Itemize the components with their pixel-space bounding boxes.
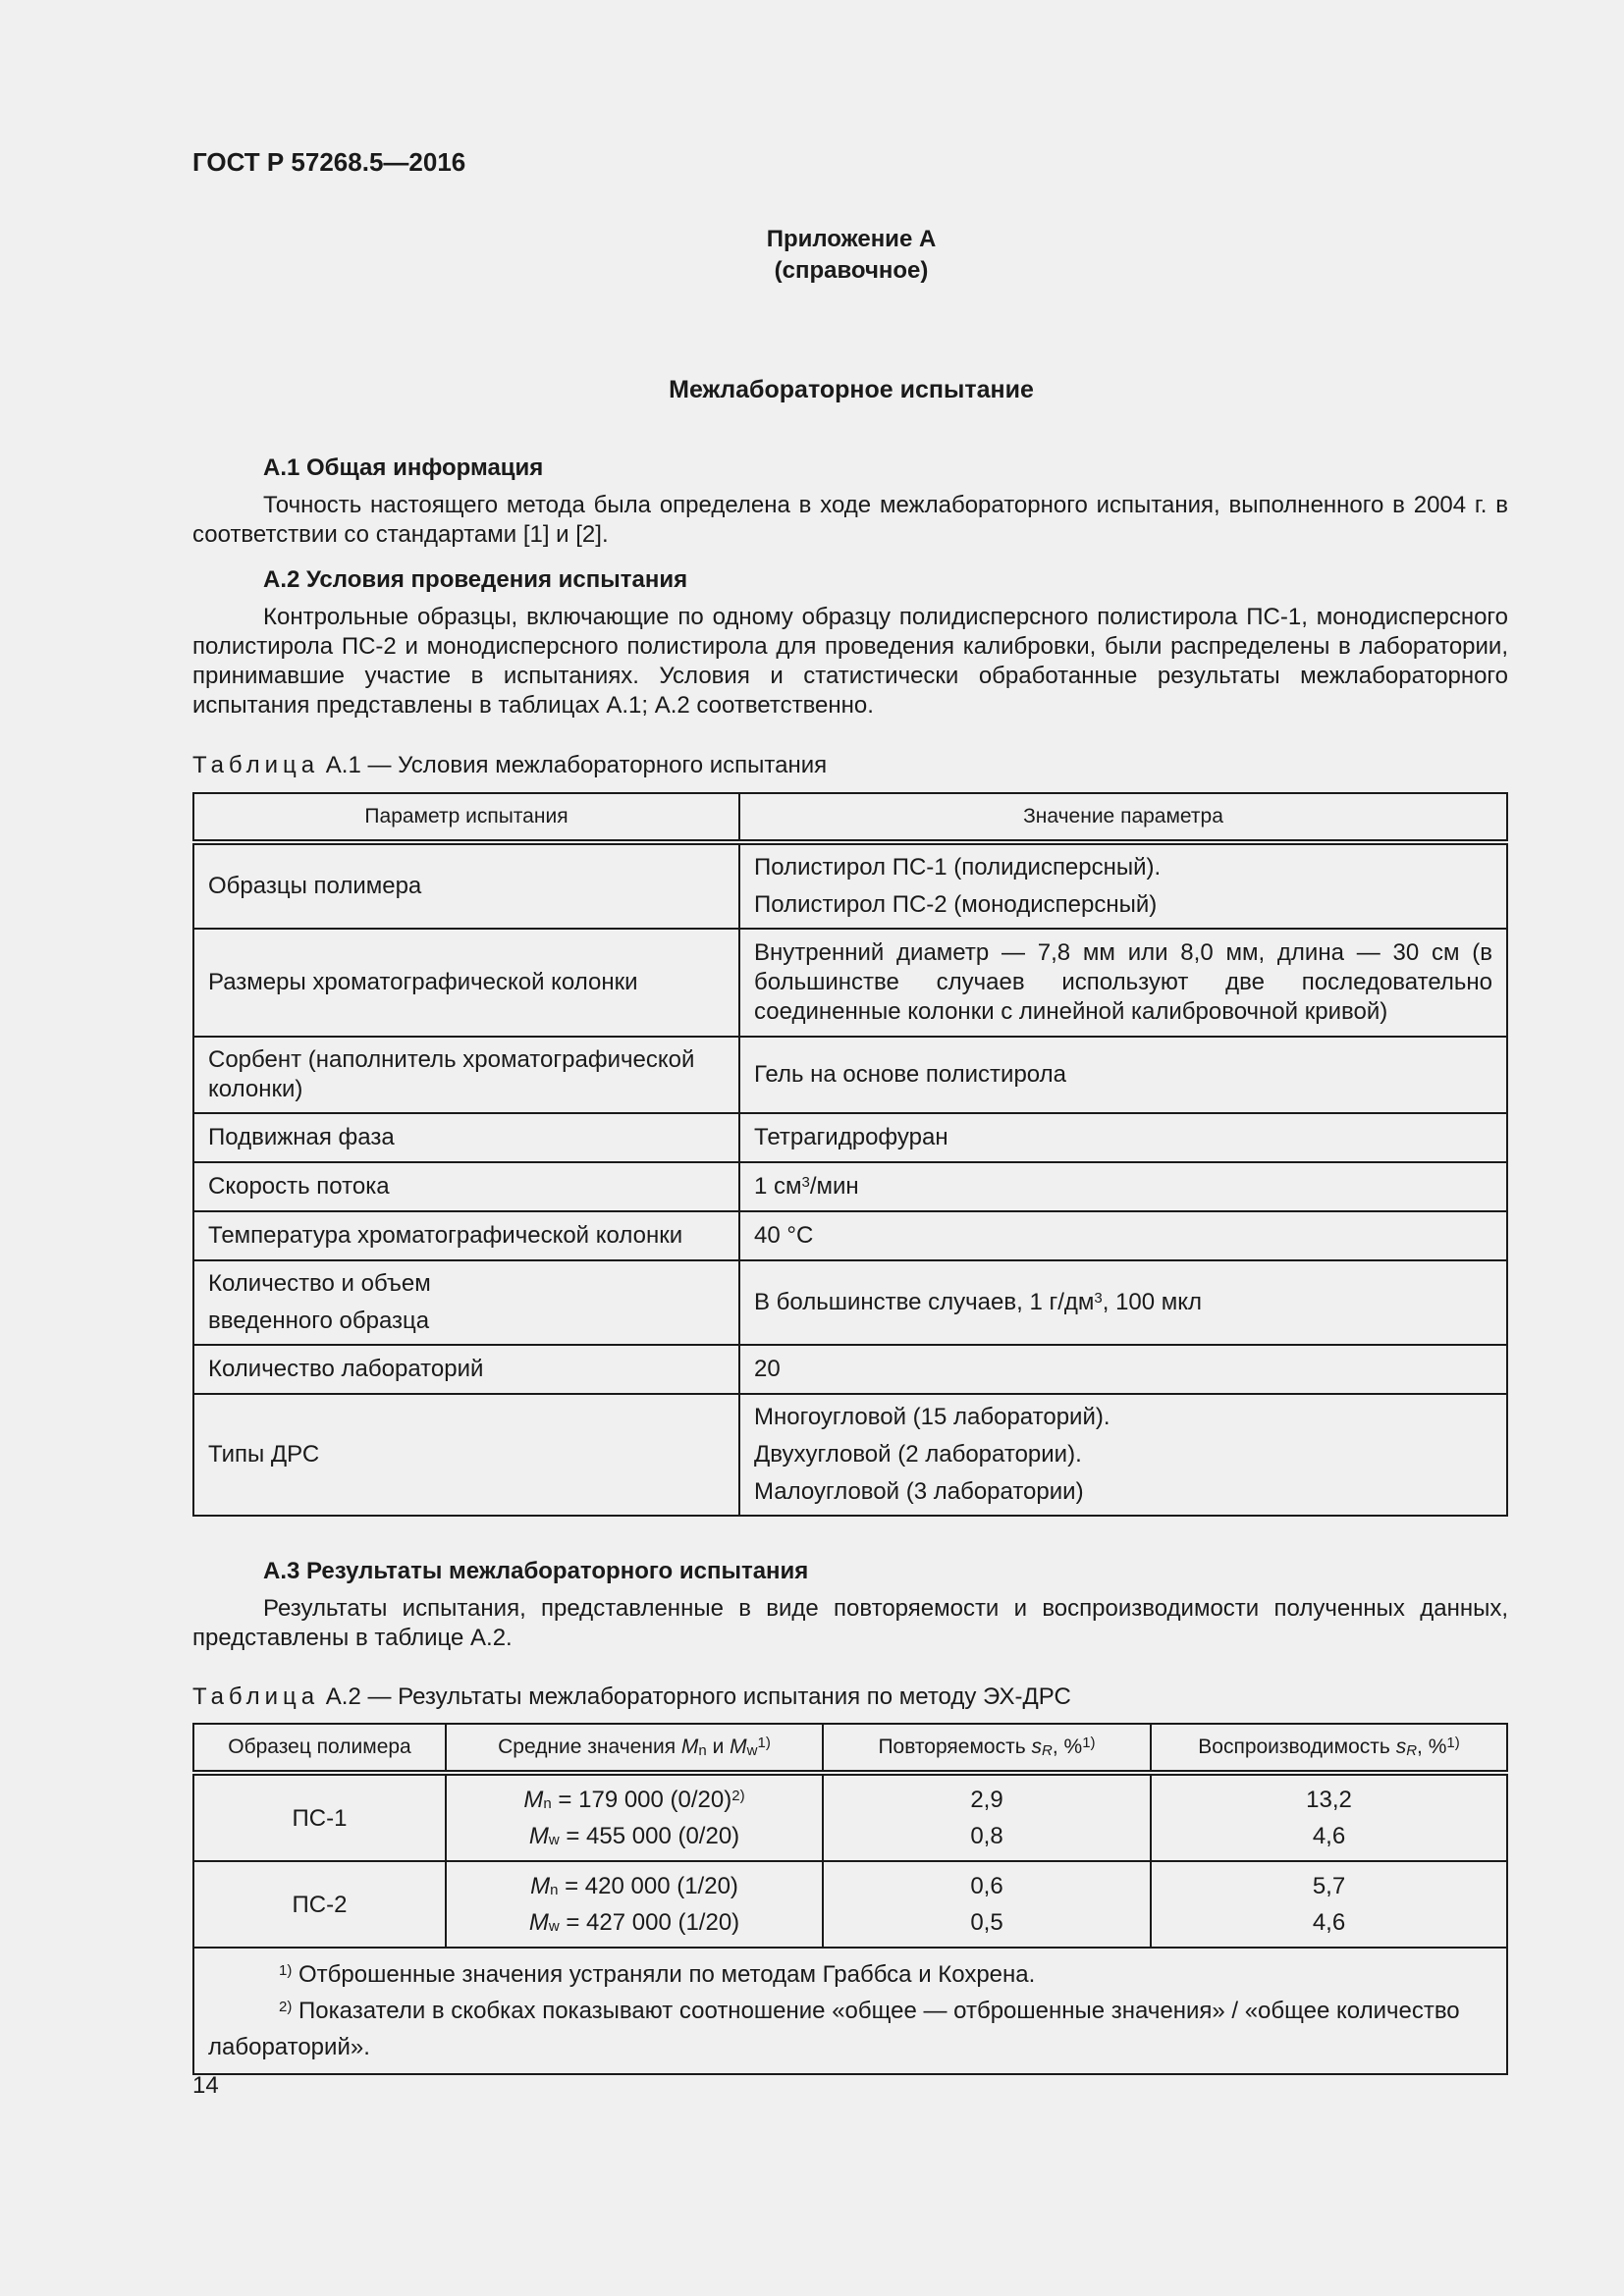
mean-values-cell [446,1861,823,1948]
value-line: Многоугловой (15 лабораторий). [754,1404,1110,1430]
section-a3-heading: А.3 Результаты межлабораторного испытания [263,1558,809,1584]
footnote-mark: 1) [1446,1735,1460,1751]
mn-line [451,1868,818,1904]
subscript: n [543,1795,552,1812]
value-line: Малоугловой (3 лаборатории) [754,1478,1084,1505]
value-line: 2,9 [970,1787,1003,1813]
mw-line [451,1904,818,1941]
table1-caption-prefix: Таблица [192,752,320,778]
section-a2-heading: А.2 Условия проведения испытания [263,566,688,593]
param-cell: Образцы полимера [193,842,739,929]
param-cell [193,1260,739,1345]
value-line: 0,5 [970,1909,1003,1936]
table-row [193,1394,1507,1516]
header-text: , % [1417,1735,1447,1758]
value-line: 0,8 [970,1823,1003,1849]
results-table [192,1723,1508,2075]
value-line: Полистирол ПС-2 (монодисперсный) [754,891,1158,918]
value-cell [739,1394,1507,1516]
mw-line [451,1818,818,1854]
notes-row [193,1948,1507,2074]
column-header-repeatability [823,1724,1151,1773]
section-a1-text: Точность настоящего метода была определена в ходе межлабораторного испытания, выполненного в 2004 г. в соответствии со стандартами [1] и [2]. [192,492,1508,548]
param-cell: Подвижная фаза [193,1113,739,1162]
column-header-parameter: Параметр испытания [193,793,739,842]
notes-cell [193,1948,1507,2074]
subscript: n [550,1882,559,1898]
table2-caption-text: А.2 — Результаты межлабораторного испытания по методу ЭХ-ДРС [319,1683,1071,1710]
section-a1-heading: А.1 Общая информация [263,454,544,481]
superscript: 3 [801,1174,810,1191]
header-text: Повторяемость [878,1735,1032,1758]
column-header-value: Значение параметра [739,793,1507,842]
param-cell: Температура хроматографической колонки [193,1211,739,1260]
table-row [193,842,1507,929]
value-cell: 20 [739,1345,1507,1394]
header-text: Воспроизводимость [1198,1735,1396,1758]
reproducibility-cell [1151,1861,1507,1948]
value-cell: Гель на основе полистирола [739,1037,1507,1113]
value-line: Двухугловой (2 лаборатории). [754,1441,1082,1468]
footnote-text: Отброшенные значения устраняли по методам Граббса и Кохрена. [292,1961,1036,1988]
symbol-s: s [1031,1735,1042,1758]
reproducibility-cell [1151,1773,1507,1861]
conditions-table [192,792,1508,1517]
table1-caption [192,752,827,779]
value-line: 4,6 [1312,1909,1346,1936]
value-line: 5,7 [1312,1873,1346,1899]
symbol-m: M [528,1909,549,1936]
annex-header [0,224,1624,287]
param-cell: Сорбент (наполнитель хроматографической колонки) [193,1037,739,1113]
table-row [193,1345,1507,1394]
subscript-r: R [1406,1742,1418,1759]
mn-value: = 179 000 (0/20) [551,1787,732,1813]
footnote-mark: 2) [279,1999,293,2015]
superscript: 3 [1094,1290,1103,1307]
symbol-m: M [528,1823,549,1849]
table-row [193,1861,1507,1948]
header-text: Средние значения [498,1735,681,1758]
footnote-mark: 1) [757,1735,771,1751]
table-header-row [193,1724,1507,1773]
value-text: /мин [809,1173,859,1200]
subscript-r: R [1042,1742,1053,1759]
symbol-m: M [530,1873,551,1899]
table-row [193,929,1507,1037]
mean-values-cell [446,1773,823,1861]
symbol-m: M [523,1787,544,1813]
value-cell: Внутренний диаметр — 7,8 мм или 8,0 мм, длина — 30 см (в большинстве случаев используют две последовательно соединенные колонки с линейной калибровочной кривой) [739,929,1507,1037]
table-row [193,1260,1507,1345]
symbol-s: s [1395,1735,1407,1758]
repeatability-cell [823,1861,1151,1948]
mn-line [451,1782,818,1818]
value-text: 1 см [754,1173,802,1200]
value-line: 0,6 [970,1873,1003,1899]
value-text: В большинстве случаев, 1 г/дм [754,1289,1095,1315]
param-cell: Количество лабораторий [193,1345,739,1394]
value-cell: Тетрагидрофуран [739,1113,1507,1162]
table1-caption-text: А.1 — Условия межлабораторного испытания [319,752,828,778]
mw-value: = 455 000 (0/20) [559,1823,740,1849]
param-cell: Размеры хроматографической колонки [193,929,739,1037]
annex-status: (справочное) [774,257,929,284]
value-cell: 40 °С [739,1211,1507,1260]
header-text: и [706,1735,731,1758]
section-a3-text: Результаты испытания, представленные в виде повторяемости и воспроизводимости полученных данных, представлены в таблице А.2. [192,1595,1508,1651]
subscript: w [548,1918,560,1935]
section-a2-text: Контрольные образцы, включающие по одному образцу полидисперсного полистирола ПС-1, монодисперсного полистирола ПС-2 и монодисперсного полистирола для проведения калибровки, были распределены в лаборатории, принимавшие участие в испытаниях. Условия и статистически обработанные результаты межлабораторного испытания представлены в таблицах А.1; А.2 соответственно. [192,604,1508,719]
param-cell: Типы ДРС [193,1394,739,1516]
footnote-mark: 1) [279,1962,293,1979]
param-cell: Скорость потока [193,1162,739,1211]
column-header-sample: Образец полимера [193,1724,446,1773]
subscript [1406,1742,1417,1759]
sample-cell: ПС-1 [193,1773,446,1861]
symbol-m: M [730,1735,747,1758]
table-row [193,1773,1507,1861]
value-line: 13,2 [1306,1787,1352,1813]
column-header-reproducibility [1151,1724,1507,1773]
subscript: n [698,1742,707,1759]
page-number: 14 [192,2072,219,2099]
value-cell [739,1260,1507,1345]
footnote-1 [208,1956,1492,1993]
table-row [193,1162,1507,1211]
value-cell [739,1162,1507,1211]
table-row [193,1037,1507,1113]
footnote-2 [208,1993,1492,2065]
repeatability-cell [823,1773,1151,1861]
subscript: w [746,1742,758,1759]
table-header-row [193,793,1507,842]
subscript: w [548,1832,560,1848]
footnote-text: Показатели в скобках показывают соотношение «общее — отброшенные значения» / «общее количество лабораторий». [208,1998,1460,2060]
param-line: Количество и объем [208,1270,431,1297]
annex-label: Приложение А [766,226,937,252]
footnote-mark: 1) [1082,1735,1096,1751]
value-cell [739,842,1507,929]
table-row [193,1113,1507,1162]
table2-caption-prefix: Таблица [192,1683,320,1710]
document-id: ГОСТ Р 57268.5—2016 [192,147,466,177]
mn-value: = 420 000 (1/20) [558,1873,738,1899]
footnote-mark: 2) [731,1788,745,1804]
value-text: , 100 мкл [1102,1289,1203,1315]
annex-title: Межлабораторное испытание [669,376,1034,403]
mw-value: = 427 000 (1/20) [559,1909,740,1936]
table-row [193,1211,1507,1260]
symbol-m: M [680,1735,699,1758]
sample-cell: ПС-2 [193,1861,446,1948]
subscript [1042,1742,1053,1759]
param-line: введенного образца [208,1308,430,1334]
value-line: 4,6 [1312,1823,1346,1849]
header-text: , % [1052,1735,1083,1758]
table2-caption [192,1683,1071,1711]
value-line: Полистирол ПС-1 (полидисперсный). [754,854,1162,881]
column-header-mean-values [446,1724,823,1773]
